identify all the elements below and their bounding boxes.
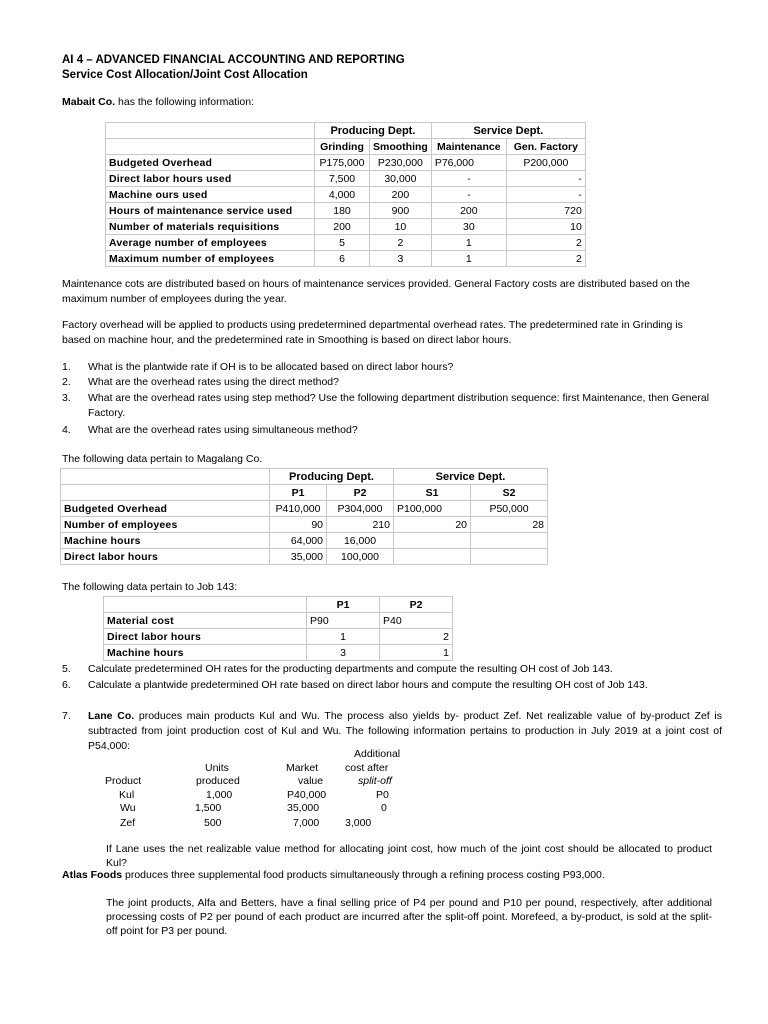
- col-header: S2: [471, 485, 548, 501]
- question-number: 6.: [62, 679, 71, 691]
- col-header: Maintenance: [431, 139, 506, 155]
- question-number: 7.: [62, 710, 71, 722]
- cell-market: P40,000: [287, 789, 327, 801]
- row-label: Budgeted Overhead: [106, 155, 315, 171]
- row-label: Direct labor hours: [104, 629, 307, 645]
- cell: 1: [431, 235, 506, 251]
- row-label: Budgeted Overhead: [61, 501, 270, 517]
- header-additional: Additional: [354, 748, 401, 760]
- question-3: [62, 391, 722, 421]
- cell: 5: [315, 235, 370, 251]
- atlas-intro-text: produces three supplemental food products simultaneously through a refining process costing P93,000.: [122, 869, 605, 881]
- cell: 7,500: [315, 171, 370, 187]
- row-label: Average number of employees: [106, 235, 315, 251]
- question-text: What is the plantwide rate if OH is to be allocated based on direct labor hours?: [88, 361, 454, 373]
- row-label: Hours of maintenance service used: [106, 203, 315, 219]
- job143-intro: The following data pertain to Job 143:: [62, 581, 238, 593]
- table-row: [106, 203, 586, 219]
- mabait-paragraph-1: Maintenance cots are distributed based on hours of maintenance services provided. General Factory costs are distributed based on the maximum number of employees during the year.: [62, 278, 691, 305]
- cell: -: [506, 171, 585, 187]
- atlas-intro: [62, 869, 742, 881]
- row-label: Number of employees: [61, 517, 270, 533]
- question-1: [62, 360, 722, 375]
- cell-units: 1,500: [195, 802, 222, 814]
- col-header: Gen. Factory: [506, 139, 585, 155]
- question-number: 1.: [62, 361, 71, 373]
- cell-additional: 3,000: [345, 817, 372, 829]
- question-5: [62, 662, 732, 677]
- cell: 1: [380, 645, 453, 661]
- cell: P40: [380, 613, 453, 629]
- cell-additional: P0: [376, 789, 389, 801]
- cell: 1: [431, 251, 506, 267]
- cell: 200: [315, 219, 370, 235]
- cell-additional: 0: [381, 802, 387, 814]
- table-row: [61, 533, 548, 549]
- question-number: 4.: [62, 424, 71, 436]
- cell: 64,000: [270, 533, 327, 549]
- cell-market: 35,000: [287, 802, 320, 814]
- question-text: Calculate a plantwide predetermined OH rate based on direct labor hours and compute the resulting OH cost of Job 143.: [88, 679, 648, 691]
- cell: 900: [370, 203, 432, 219]
- row-label: Direct labor hours: [61, 549, 270, 565]
- cell-units: 1,000: [206, 789, 233, 801]
- question-text: Calculate predetermined OH rates for the producting departments and compute the resulting OH cost of Job 143.: [88, 663, 613, 675]
- cell: 100,000: [327, 549, 394, 565]
- header-cost-after: cost after: [345, 762, 389, 774]
- header-split-off: split-off: [358, 775, 392, 787]
- header-units: Units: [205, 762, 229, 774]
- lane-company: Lane Co.: [88, 710, 135, 722]
- cell: P200,000: [506, 155, 585, 171]
- atlas-company: Atlas Foods: [62, 869, 123, 881]
- mabait-paragraph-2: Factory overhead will be applied to products using predetermined departmental overhead rates. The predetermined rate in Grinding is based on machine hour, and the predetermined rate in Smoothing is based on direct labor hours.: [62, 319, 683, 346]
- table-row: [106, 187, 586, 203]
- mabait-company: Mabait Co.: [62, 96, 116, 108]
- table-row: [104, 613, 453, 629]
- topic-title: Service Cost Allocation/Joint Cost Allocation: [62, 69, 308, 81]
- cell: 30,000: [370, 171, 432, 187]
- cell: 720: [506, 203, 585, 219]
- cell-market: 7,000: [293, 817, 320, 829]
- question-text: What are the overhead rates using the direct method?: [88, 376, 339, 388]
- question-text: What are the overhead rates using simultaneous method?: [88, 424, 358, 436]
- cell: 10: [370, 219, 432, 235]
- table-row: [106, 251, 586, 267]
- mabait-table: [105, 122, 586, 267]
- cell: 1: [307, 629, 380, 645]
- cell: P90: [307, 613, 380, 629]
- table-row: [61, 517, 548, 533]
- cell: -: [506, 187, 585, 203]
- cell: [471, 533, 548, 549]
- cell: 10: [506, 219, 585, 235]
- question-text: [88, 709, 722, 754]
- question-4: [62, 423, 722, 438]
- cell: 90: [270, 517, 327, 533]
- question-number: 3.: [62, 392, 71, 404]
- row-label: Material cost: [104, 613, 307, 629]
- lane-question: If Lane uses the net realizable value method for allocating joint cost, how much of the joint cost should be allocated to product Kul?: [106, 843, 712, 869]
- header-product: Product: [105, 775, 142, 787]
- cell: 16,000: [327, 533, 394, 549]
- header-value: value: [298, 775, 324, 787]
- cell: P50,000: [471, 501, 548, 517]
- table-row: [104, 629, 453, 645]
- cell: 210: [327, 517, 394, 533]
- cell: P76,000: [431, 155, 506, 171]
- cell: P410,000: [270, 501, 327, 517]
- cell: 2: [506, 251, 585, 267]
- cell: [394, 533, 471, 549]
- question-number: 5.: [62, 663, 71, 675]
- cell: 200: [431, 203, 506, 219]
- header-market: Market: [286, 762, 319, 774]
- mabait-intro: [62, 96, 254, 108]
- table-row: [104, 645, 453, 661]
- row-label: Direct labor hours used: [106, 171, 315, 187]
- cell: -: [431, 171, 506, 187]
- question-6: [62, 678, 732, 693]
- group-producing: Producing Dept.: [270, 469, 394, 485]
- table-row: [106, 235, 586, 251]
- row-label: Machine hours: [61, 533, 270, 549]
- cell: 28: [471, 517, 548, 533]
- cell: 30: [431, 219, 506, 235]
- cell: 20: [394, 517, 471, 533]
- cell: P175,000: [315, 155, 370, 171]
- cell: 2: [506, 235, 585, 251]
- col-header: P2: [327, 485, 394, 501]
- cell-product: Wu: [120, 802, 136, 814]
- magalang-table: [60, 468, 548, 565]
- atlas-paragraph: The joint products, Alfa and Betters, have a final selling price of P4 per pound and P10 per pound, respectively, after additional processing costs of P2 per pound of each product are incurred after the split-off point. Morefeed, a by-product, is sold at the split-off point for P3 per pound.: [106, 897, 712, 937]
- table-row: [61, 549, 548, 565]
- cell: 180: [315, 203, 370, 219]
- cell: P304,000: [327, 501, 394, 517]
- question-number: 2.: [62, 376, 71, 388]
- table-row: [61, 501, 548, 517]
- row-label: Maximum number of employees: [106, 251, 315, 267]
- col-header: Grinding: [315, 139, 370, 155]
- cell-product: Zef: [120, 817, 136, 829]
- question-2: [62, 375, 722, 390]
- col-header: Smoothing: [370, 139, 432, 155]
- cell: P100,000: [394, 501, 471, 517]
- table-row: [106, 171, 586, 187]
- col-header: S1: [394, 485, 471, 501]
- group-service: Service Dept.: [431, 123, 585, 139]
- table-row: [106, 219, 586, 235]
- magalang-intro: The following data pertain to Magalang Co.: [62, 453, 263, 465]
- row-label: Machine hours: [104, 645, 307, 661]
- col-header: P1: [307, 597, 380, 613]
- question-text: What are the overhead rates using step method? Use the following department distribution sequence: first Maintenance, then General Factory.: [88, 392, 710, 419]
- cell: [471, 549, 548, 565]
- job143-table: [103, 596, 453, 661]
- row-label: Machine ours used: [106, 187, 315, 203]
- group-service: Service Dept.: [394, 469, 548, 485]
- cell: 2: [380, 629, 453, 645]
- cell: 3: [370, 251, 432, 267]
- cell: -: [431, 187, 506, 203]
- row-label: Number of materials requisitions: [106, 219, 315, 235]
- cell: 2: [370, 235, 432, 251]
- course-title: AI 4 – ADVANCED FINANCIAL ACCOUNTING AND REPORTING: [62, 54, 405, 66]
- cell: 6: [315, 251, 370, 267]
- header-produced: produced: [196, 775, 240, 787]
- table-row: [106, 155, 586, 171]
- cell: [394, 549, 471, 565]
- cell: P230,000: [370, 155, 432, 171]
- cell: 3: [307, 645, 380, 661]
- cell-units: 500: [204, 817, 222, 829]
- lane-text: produces main products Kul and Wu. The process also yields by- product Zef. Net realizable value of by-product Zef is subtracted from joint production cost of Kul and Wu. The following information pertains to production in July 2019 at a joint cost of P54,000:: [88, 710, 723, 752]
- cell: 200: [370, 187, 432, 203]
- group-producing: Producing Dept.: [315, 123, 432, 139]
- mabait-intro-text: has the following information:: [115, 96, 255, 108]
- cell: 4,000: [315, 187, 370, 203]
- col-header: P1: [270, 485, 327, 501]
- col-header: P2: [380, 597, 453, 613]
- cell: 35,000: [270, 549, 327, 565]
- cell-product: Kul: [119, 789, 135, 801]
